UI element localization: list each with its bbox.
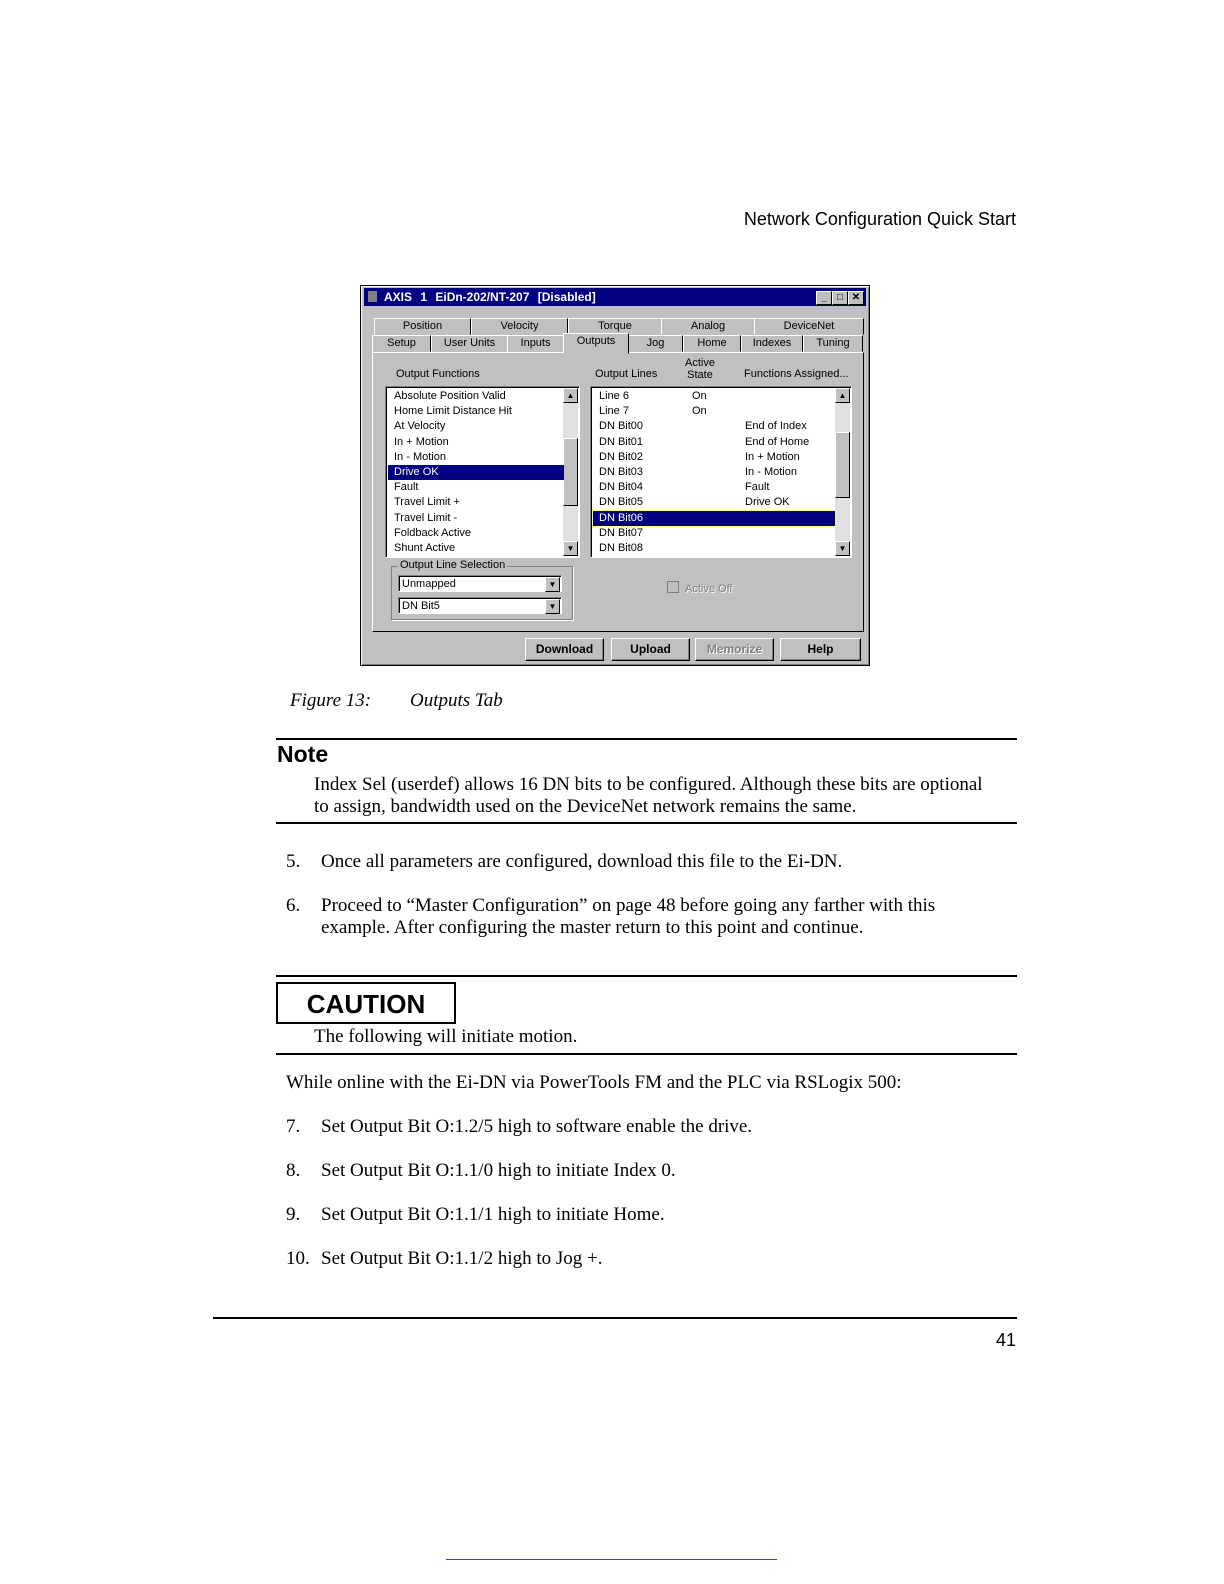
scroll-down-icon[interactable]: ▼	[835, 541, 850, 556]
list-item[interactable]	[593, 480, 835, 495]
window-title: AXIS 1 EiDn-202/NT-207 [Disabled]	[384, 290, 596, 304]
list-item[interactable]: Home Limit Distance Hit	[394, 405, 512, 418]
output-functions-list[interactable]	[385, 386, 580, 558]
step-text: Set Output Bit O:1.1/1 high to initiate Home.	[321, 1204, 665, 1225]
tab-position[interactable]: Position	[374, 318, 471, 335]
list-item[interactable]	[593, 541, 835, 556]
scrollbar[interactable]	[563, 388, 578, 556]
output-lines-header: Output Lines	[595, 368, 658, 380]
divider	[276, 738, 1017, 740]
list-item[interactable]: Travel Limit +	[394, 496, 460, 509]
output-line: DN Bit01	[599, 435, 644, 448]
chevron-down-icon[interactable]: ▼	[545, 577, 560, 592]
note-heading: Note	[277, 741, 329, 767]
caution-heading: CAUTION	[276, 982, 456, 1024]
scroll-thumb[interactable]	[835, 432, 850, 498]
divider	[276, 822, 1017, 824]
output-line: Line 6	[599, 390, 629, 402]
function-assigned: End of Index	[745, 420, 807, 433]
step-text: Set Output Bit O:1.1/0 high to initiate Index 0.	[321, 1160, 676, 1181]
figure-caption: Outputs Tab	[410, 690, 503, 711]
intro-text: While online with the Ei-DN via PowerTools FM and the PLC via RSLogix 500:	[286, 1072, 902, 1093]
active-off-checkbox[interactable]	[667, 581, 732, 595]
figure-number: Figure 13:	[290, 690, 372, 711]
list-item[interactable]	[593, 495, 835, 510]
function-assigned: End of Home	[745, 435, 810, 448]
step-number: 6.	[286, 895, 301, 916]
output-line: DN Bit08	[599, 542, 644, 554]
caution-text: The following will initiate motion.	[314, 1026, 578, 1047]
divider	[276, 975, 1017, 977]
output-line-combo-1[interactable]	[398, 575, 562, 592]
function-assigned: Drive OK	[745, 496, 790, 509]
active-off-label: Active Off	[685, 583, 733, 595]
output-line: DN Bit00	[599, 420, 644, 433]
step-number: 5.	[286, 851, 301, 872]
list-item[interactable]	[593, 511, 835, 526]
download-button[interactable]: Download	[525, 638, 604, 661]
list-item[interactable]: Drive OK	[388, 465, 564, 480]
step-text: example. After configuring the master return to this point and continue.	[321, 917, 864, 938]
list-item[interactable]	[593, 450, 835, 465]
tab-setup[interactable]: Setup	[372, 335, 431, 352]
tab-devicenet[interactable]: DeviceNet	[754, 318, 864, 335]
active-state-header	[685, 357, 715, 381]
minimize-icon[interactable]: _	[816, 291, 832, 305]
step-number: 8.	[286, 1160, 301, 1181]
scroll-down-icon[interactable]: ▼	[563, 541, 578, 556]
page-number: 41	[995, 1330, 1016, 1350]
memorize-button[interactable]: Memorize	[695, 638, 774, 661]
output-line: DN Bit03	[599, 466, 644, 478]
output-line: DN Bit07	[599, 526, 644, 539]
active-state: On	[692, 390, 707, 402]
scroll-up-icon[interactable]: ▲	[835, 388, 850, 403]
functions-assigned-header: Functions Assigned...	[744, 368, 849, 380]
outputs-dialog-screenshot	[360, 285, 870, 666]
group-label: Output Line Selection	[400, 559, 506, 571]
tab-analog[interactable]: Analog	[661, 318, 755, 335]
output-line: DN Bit02	[599, 450, 644, 463]
step-text: Once all parameters are configured, download this file to the Ei-DN.	[321, 851, 843, 872]
list-item[interactable]	[593, 526, 835, 541]
scroll-up-icon[interactable]: ▲	[563, 388, 578, 403]
divider	[276, 1053, 1017, 1055]
active-state: On	[692, 405, 707, 418]
step-text: Proceed to “Master Configuration” on page 48 before going any farther with this	[321, 895, 936, 916]
output-line: Line 7	[599, 405, 629, 418]
help-button[interactable]: Help	[780, 638, 861, 661]
tab-outputs[interactable]: Outputs	[563, 333, 629, 354]
list-item[interactable]	[593, 419, 835, 434]
output-line: DN Bit04	[599, 481, 644, 494]
app-icon	[368, 291, 377, 302]
tab-home[interactable]: Home	[683, 335, 741, 352]
checkbox-icon[interactable]	[667, 581, 679, 593]
output-line: DN Bit06	[599, 511, 644, 524]
title-bar	[364, 288, 866, 306]
output-lines-list[interactable]	[590, 386, 852, 558]
list-item[interactable]	[593, 404, 835, 419]
running-header: Network Configuration Quick Start	[743, 209, 1016, 229]
list-item[interactable]	[593, 389, 835, 404]
list-item[interactable]: Travel Limit -	[394, 511, 458, 524]
footer-rule	[213, 1317, 1017, 1319]
list-item[interactable]: At Velocity	[394, 420, 446, 433]
output-functions-header: Output Functions	[396, 368, 480, 380]
list-item[interactable]	[593, 465, 835, 480]
list-item[interactable]: Foldback Active	[394, 526, 472, 539]
scrollbar[interactable]	[835, 388, 850, 556]
function-assigned: In - Motion	[745, 466, 797, 478]
function-assigned: In + Motion	[745, 450, 800, 463]
tab-user-units[interactable]: User Units	[431, 335, 508, 352]
function-assigned: Fault	[745, 481, 770, 494]
output-line: DN Bit05	[599, 496, 644, 509]
combo-value: DN Bit5	[402, 600, 440, 612]
tab-indexes[interactable]: Indexes	[741, 335, 803, 352]
tab-tuning[interactable]: Tuning	[803, 335, 863, 352]
link-underline[interactable]	[446, 1559, 777, 1560]
step-number: 10.	[286, 1248, 310, 1269]
tab-torque[interactable]: Torque	[568, 318, 662, 335]
list-item[interactable]	[593, 435, 835, 450]
step-number: 7.	[286, 1116, 301, 1137]
tab-inputs[interactable]: Inputs	[507, 335, 564, 352]
tab-velocity[interactable]: Velocity	[471, 318, 568, 335]
active-state-header-2: State	[687, 369, 713, 381]
step-text: Set Output Bit O:1.2/5 high to software enable the drive.	[321, 1116, 753, 1137]
output-line-selection-group	[391, 559, 573, 620]
upload-button[interactable]: Upload	[611, 638, 690, 661]
list-item[interactable]: In + Motion	[394, 435, 449, 448]
combo-value: Unmapped	[402, 578, 456, 590]
output-line-combo-2[interactable]	[398, 597, 562, 614]
list-item[interactable]: In - Motion	[394, 450, 446, 463]
close-icon[interactable]: ✕	[848, 291, 864, 305]
maximize-icon[interactable]: □	[832, 291, 848, 305]
chevron-down-icon[interactable]: ▼	[545, 599, 560, 614]
outputs-panel	[372, 352, 864, 632]
list-item[interactable]: Shunt Active	[394, 542, 456, 554]
step-number: 9.	[286, 1204, 301, 1225]
note-line-1: Index Sel (userdef) allows 16 DN bits to be configured. Although these bits are optional	[314, 774, 983, 795]
list-item[interactable]: Absolute Position Valid	[394, 390, 506, 402]
list-item[interactable]: Fault	[394, 481, 419, 494]
scroll-thumb[interactable]	[563, 438, 578, 506]
step-text: Set Output Bit O:1.1/2 high to Jog +.	[321, 1248, 603, 1269]
active-state-header-1: Active	[685, 357, 715, 369]
note-line-2: to assign, bandwidth used on the DeviceNet network remains the same.	[314, 796, 857, 817]
tab-jog[interactable]: Jog	[628, 335, 683, 352]
